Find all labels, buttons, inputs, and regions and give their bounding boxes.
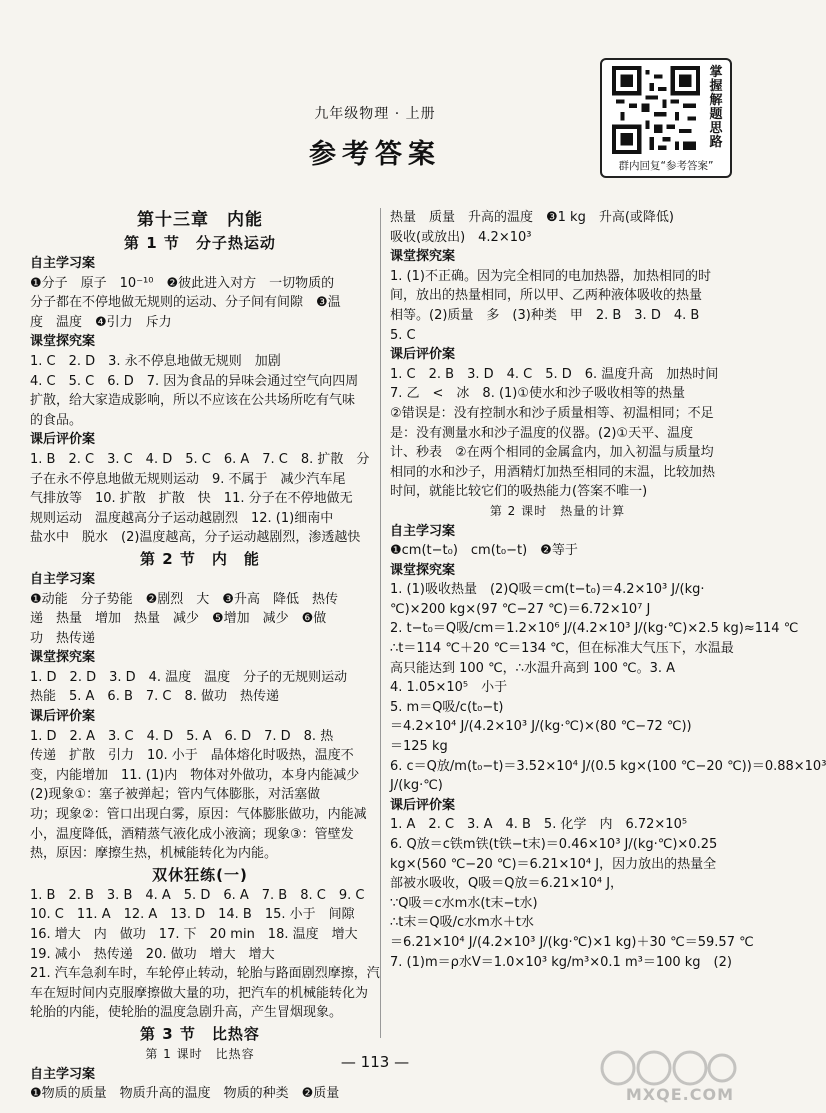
left-answer-line: ❶分子 原子 10⁻¹⁰ ❷彼此进入对方 一切物质的 (30, 275, 335, 291)
right-answer-line: ❶cm(t−t₀) cm(t₀−t) ❷等于 (390, 543, 578, 559)
left-answer-line: 4. C 5. C 6. D 7. 因为食品的异味会通过空气向四周 (30, 373, 359, 389)
right-answer-line: 是：没有测量水和沙子温度的仪器。(2)①天平、温度 (390, 425, 694, 441)
left-answer-line: 19. 减小 热传递 20. 做功 增大 增大 (30, 946, 275, 962)
right-answer-column (390, 208, 826, 972)
left-answer-line: 16. 增大 内 做功 17. 下 20 min 18. 温度 增大 (30, 927, 358, 942)
left-answer-line: 的食品。 (30, 412, 83, 428)
left-answer-line: ❶物质的质量 物质升高的温度 物质的种类 ❷质量 (30, 1086, 340, 1102)
left-lesson-heading: 第 1 课时 比热容 (145, 1046, 255, 1061)
left-answer-line: 1. D 2. A 3. C 4. D 5. A 6. D 7. D 8. 热 (30, 728, 334, 744)
right-answer-line: 1. A 2. C 3. A 4. B 5. 化学 内 6.72×10⁵ (390, 817, 688, 833)
left-section-heading: 第 2 节 内 能 (140, 549, 260, 568)
right-answer-line: 高只能达到 100 ℃，∴水温升高到 100 ℃。3. A (390, 660, 676, 676)
left-answer-line: 扩散，给大家造成影响，所以不应该在公共场所吃有气味 (30, 393, 356, 409)
right-answer-line: ＝4.2×10⁴ J/(4.2×10³ J/(kg·℃)×(80 ℃−72 ℃)) (390, 719, 692, 735)
right-answer-line: ℃)×200 kg×(97 ℃−27 ℃)＝6.72×10⁷ J (390, 601, 651, 617)
right-answer-line: ∴t末＝Q吸/c水m水＋t水 (390, 915, 534, 931)
right-answer-line: 5. m＝Q吸/c(t₀−t) (390, 699, 504, 715)
page-title: 参考答案 (309, 139, 441, 170)
watermark-logo (598, 1048, 738, 1106)
right-answer-line: 6. Q放＝c铁m铁(t铁−t末)＝0.46×10³ J/(kg·℃)×0.25 (390, 837, 718, 852)
left-answer-line: 子在永不停息地做无规则运动 9. 不属于 减少汽车尾 (30, 471, 346, 487)
left-subsection-label: 课后评价案 (30, 709, 96, 725)
book-subtitle: 九年级物理 · 上册 (314, 106, 436, 122)
right-subsection-label: 课堂探究案 (390, 249, 456, 265)
right-subsection-label: 课后评价案 (390, 347, 456, 363)
left-answer-line: 度 温度 ❹引力 斥力 (30, 314, 172, 330)
right-answer-line: 相同的水和沙子，用酒精灯加热至相同的末温，比较加热 (390, 464, 716, 480)
right-answer-line: 6. c＝Q放/m(t₀−t)＝3.52×10⁴ J/(0.5 kg×(100 ℃−20 ℃))＝0.88×10³ (390, 758, 826, 774)
left-answer-line: 小，温度降低，酒精蒸气液化成小液滴；现象③：管壁发 (30, 826, 354, 842)
watermark-emblem-icon (598, 1048, 738, 1088)
left-subsection-label: 自主学习案 (30, 1066, 96, 1082)
left-answer-line: 1. B 2. B 3. B 4. A 5. D 6. A 7. B 8. C 9. C (30, 887, 365, 903)
left-answer-line: 功 热传递 (30, 630, 96, 646)
right-answer-line: 1. (1)不正确。因为完全相同的电加热器，加热相同的时 (390, 268, 711, 284)
left-chapter-heading: 第十三章 内能 (137, 210, 263, 230)
left-answer-line: 规则运动 温度越高分子运动越剧烈 12. (1)细南中 (30, 510, 334, 526)
left-answer-line: 变，内能增加 11. (1)内 物体对外做功，本身内能减少 (30, 767, 360, 783)
right-answer-line: 7. 乙 < 冰 8. (1)①使水和沙子吸收相等的热量 (390, 386, 686, 402)
qr-panel[interactable] (600, 58, 732, 178)
left-subsection-label: 自主学习案 (30, 571, 96, 587)
left-answer-line: 功；现象②：管口出现白雾，原因：气体膨胀做功，内能减 (30, 807, 367, 823)
right-answer-line: 热量 质量 升高的温度 ❸1 kg 升高(或降低) (390, 210, 674, 225)
left-subsection-label: 课堂探究案 (30, 650, 96, 666)
left-answer-line: 1. C 2. D 3. 永不停息地做无规则 加剧 (30, 353, 281, 369)
right-answer-line: ＝125 kg (390, 739, 448, 755)
right-answer-line: ∵Q吸＝c水m水(t末−t水) (390, 895, 538, 911)
right-answer-line: 吸收(或放出) 4.2×10³ (390, 229, 532, 245)
left-answer-line: 车在短时间内克服摩擦做大量的功，把汽车的机械能转化为 (30, 985, 369, 1001)
left-answer-line: (2)现象①：塞子被弹起；管内气体膨胀，对活塞做 (30, 787, 321, 803)
right-subsection-label: 课堂探究案 (390, 562, 456, 578)
left-answer-line: 盐水中 脱水 (2)温度越高，分子运动越剧烈，渗透越快 (30, 530, 361, 546)
left-subsection-label: 课堂探究案 (30, 334, 96, 350)
left-section-heading: 第 3 节 比热容 (140, 1024, 260, 1043)
column-divider (380, 208, 381, 1038)
left-subsection-label: 自主学习案 (30, 256, 96, 271)
right-answer-line: 计、秒表 ②在两个相同的金属盒内，加入初温与质量均 (390, 445, 714, 461)
right-answer-line: J/(kg·℃) (390, 778, 443, 794)
right-answer-line: 时间，就能比较它们的吸热能力(答案不唯一) (390, 484, 648, 500)
right-answer-line: 2. t−t₀＝Q吸/cm＝1.2×10⁶ J/(4.2×10³ J/(kg·℃)×2.5 kg)≈114 ℃ (390, 621, 799, 637)
right-subsection-label: 自主学习案 (390, 523, 456, 539)
left-answer-line: 轮胎的内能，使轮胎的温度急剧升高，产生冒烟现象。 (30, 1005, 343, 1021)
left-subsection-label: 课后评价案 (30, 432, 96, 448)
right-answer-line: ＝6.21×10⁴ J/(4.2×10³ J/(kg·℃)×1 kg)＋30 ℃＝59.57 ℃ (390, 934, 754, 950)
left-answer-line: 1. B 2. C 3. C 4. D 5. C 6. A 7. C 8. 扩散 分 (30, 451, 370, 467)
right-answer-line: 5. C (390, 327, 416, 343)
left-answer-line: 气排放等 10. 扩散 扩散 快 11. 分子在不停地做无 (30, 491, 353, 507)
right-answer-line: kg×(560 ℃−20 ℃)＝6.21×10⁴ J，因力放出的热量全 (390, 856, 717, 872)
qr-side-text: 掌握解题思路 (709, 65, 723, 150)
left-answer-line: 热，原因：摩擦生热，机械能转化为内能。 (30, 846, 278, 862)
right-answer-line: 间，放出的热量相同，所以甲、乙两种液体吸收的热量 (390, 288, 703, 304)
left-answer-line: 21. 汽车急刹车时，车轮停止转动，轮胎与路面剧烈摩擦，汽 (30, 966, 380, 982)
left-answer-line: 递 热量 增加 热量 减少 ❺增加 减少 ❻做 (30, 611, 327, 627)
right-answer-line: 4. 1.05×10⁵ 小于 (390, 680, 508, 696)
right-answer-line: 部被水吸收，Q吸＝Q放＝6.21×10⁴ J， (390, 876, 624, 892)
right-answer-line: ②错误是：没有控制水和沙子质量相等、初温相同；不足 (390, 405, 714, 421)
left-section-heading: 第 1 节 分子热运动 (124, 234, 276, 252)
right-answer-line: 相等。(2)质量 多 (3)种类 甲 2. B 3. D 4. B (390, 307, 700, 323)
left-answer-line: 热能 5. A 6. B 7. C 8. 做功 热传递 (30, 689, 280, 705)
right-lesson-heading: 第 2 课时 热量的计算 (489, 503, 626, 518)
watermark-text: MXQE.COM (625, 1085, 734, 1104)
page-number: — 113 — (340, 1053, 410, 1071)
left-answer-line: 10. C 11. A 12. A 13. D 14. B 15. 小于 间隙 (30, 907, 355, 923)
left-answer-line: ❶动能 分子势能 ❷剧烈 大 ❸升高 降低 热传 (30, 591, 338, 607)
right-subsection-label: 课后评价案 (390, 797, 456, 813)
right-answer-line: 7. (1)m＝ρ水V＝1.0×10³ kg/m³×0.1 m³＝100 kg (2) (390, 954, 732, 970)
left-answer-line: 分子都在不停地做无规则的运动、分子间有间隙 ❸温 (30, 295, 341, 311)
left-answer-line: 传递 扩散 引力 10. 小于 晶体熔化时吸热，温度不 (30, 748, 354, 764)
left-answer-line: 1. D 2. D 3. D 4. 温度 温度 分子的无规则运动 (30, 669, 348, 685)
right-answer-line: 1. C 2. B 3. D 4. C 5. D 6. 温度升高 加热时间 (390, 366, 719, 382)
qr-code-icon (610, 66, 702, 154)
right-answer-line: 1. (1)吸收热量 (2)Q吸＝cm(t−t₀)＝4.2×10³ J/(kg· (390, 582, 705, 598)
right-answer-line: ∴t＝114 ℃＋20 ℃＝134 ℃，但在标准大气压下，水温最 (390, 641, 734, 657)
left-section-heading: 双休狂练(一) (152, 865, 248, 884)
qr-caption: 群内回复“参考答案” (618, 160, 714, 172)
